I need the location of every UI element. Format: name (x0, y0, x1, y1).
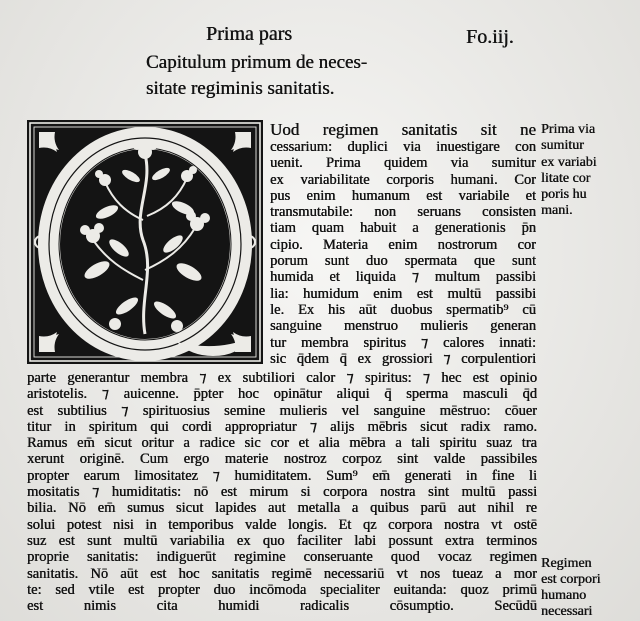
decorated-initial (27, 120, 263, 364)
text-line: mositatis ⁊ humiditatis: nō est mirum si corpora nostra sint multū passi (27, 484, 537, 501)
text-line: tur membra spiritus ⁊ calores innati: (270, 334, 536, 351)
text-line: uenit. Prima quidem via sumitur (270, 155, 536, 172)
text-line: cessarium: duplici via inuestigare con (270, 139, 536, 155)
margin-note-line: mani. (541, 203, 573, 219)
text-line: sanitatis. Nō aūt est hoc sanitatis regimē necessariū vt nos tueaz a mor (27, 565, 537, 582)
text-line: tiam quam habuit a generationis p̄n (270, 220, 536, 237)
text-line: suz est sunt multū variabilia ex quo faciliter labi possunt extra terminos (27, 532, 537, 549)
text-line: parte generantur membra ⁊ ex subtiliori calor ⁊ spiritus: ⁊ hec est opinio (27, 370, 537, 386)
text-line: aristotelis. ⁊ auicenne. p̄pter hoc opinātur aliqui q̄ sperma masculi q̄d (27, 386, 537, 403)
text-line: cipio. Materia enim nostrorum cor (270, 236, 536, 253)
margin-note-line: poris hu (541, 187, 587, 203)
margin-note-top (541, 122, 636, 220)
text-line: solui potest nisi in temporibus valde longis. Et qz corpora nostra vt ostē (27, 516, 537, 533)
margin-note-line: Prima via (541, 122, 596, 137)
margin-note-line: necessari (541, 604, 593, 619)
text-line: bilia. Nō em̄ sumus sicut lapides aut metalla a quibus parū aut nihil re (27, 500, 537, 517)
text-line: xerunt originē. Cum ergo materie nostroz corpoz sint valde passibiles (27, 451, 537, 468)
text-line: le. Ex his aūt duobus spermatib⁹ cū (270, 301, 536, 318)
text-line: ex variabilitate corporis humani. Cor (270, 171, 536, 188)
text-line: proprie sanitatis: indiguerūt regimine conseruante quod vocaz regimen (27, 549, 537, 566)
folio-number: Fo.iij. (466, 26, 514, 48)
chapter-title-line: Capitulum primum de neces- (146, 52, 368, 73)
margin-note-line: ex variabi (541, 154, 597, 170)
margin-note-line: sumitur (541, 138, 584, 154)
text-line: Uod regimen sanitatis sit ne (270, 120, 536, 139)
text-line: te: sed vtile est propter duo incōmoda specialiter euitanda: quoz primū (27, 581, 537, 598)
margin-note-line: humano (541, 588, 587, 603)
text-line: est subtilius ⁊ spirituosius semine mulieris vel sanguine mēstruo: cōuer (27, 402, 537, 419)
margin-note-bottom (541, 556, 636, 620)
text-line: transmutabile: non seruans consisten (270, 204, 536, 221)
text-column-beside-initial (270, 120, 536, 367)
margin-note-line: Regimen (541, 556, 592, 571)
text-line: est nimis cita humidi radicalis cōsumptio. Secūdū (27, 598, 537, 615)
text-line: propter earum limositatez ⁊ humiditatem. Sum⁹ em̄ generati in fine li (27, 467, 537, 484)
text-line: sic q̄dem q̄ ex grossiori ⁊ corpulentiori (270, 350, 536, 367)
margin-note-line: est corpori (541, 572, 601, 587)
text-line: pus enim humanum est variabile et (270, 187, 536, 204)
text-line: titur in spiritum qui cordi appropriatur ⁊ alijs mēbris sicut radix ramo. (27, 418, 537, 435)
running-title: Prima pars (206, 23, 293, 45)
text-line: sanguine menstruo mulieris generan (270, 318, 536, 335)
margin-note-line: litate cor (541, 170, 591, 186)
text-line: humida et liquida ⁊ multum passibi (270, 269, 536, 286)
chapter-title (146, 50, 406, 102)
text-line: lia: humidum enim est multū passibi (270, 285, 536, 302)
chapter-title-line: sitate regiminis sanitatis. (146, 78, 335, 99)
text-line: Ramus em̄ sicut oritur a radice sic cor et alia mēbra a tali spiritu suaz tra (27, 435, 537, 452)
text-column-full-width (27, 370, 537, 614)
text-line: porum sunt duo spermata que sunt (270, 253, 536, 270)
